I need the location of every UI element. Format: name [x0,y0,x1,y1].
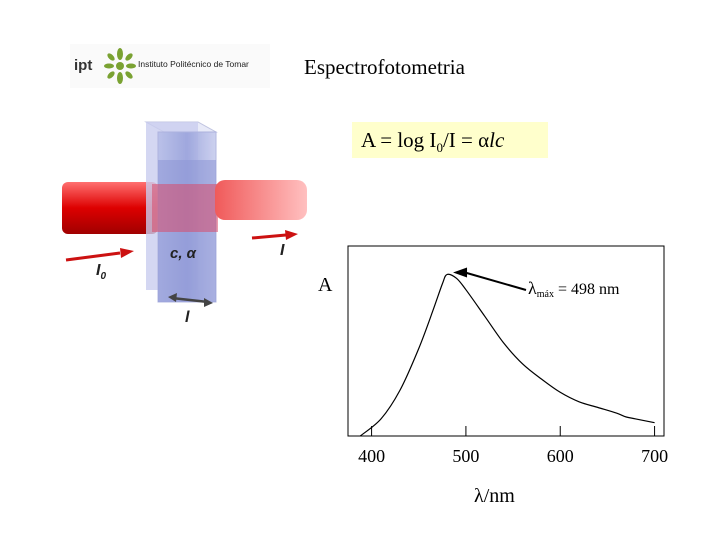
spectrum-line [360,274,654,436]
x-axis-label: λ/nm [474,485,515,507]
transmitted-intensity-label: I [280,242,285,259]
lambda-max-annotation [528,278,620,300]
formula-alpha: α [478,128,490,152]
lambda-max-subscript: máx [536,289,554,300]
incident-intensity-subscript: 0 [100,271,107,282]
x-tick-label: 400 [358,446,386,466]
lambda-max-symbol: λ [528,278,537,298]
formula-subscript: 0 [436,140,443,156]
y-axis-label: A [318,274,333,296]
formula-tail: lc [489,128,505,152]
path-length-label: l [185,309,190,326]
lambda-max-arrowhead [453,268,467,278]
plot-frame [348,246,664,436]
lambda-max-value: = 498 nm [553,281,620,298]
lambda-max-arrow [465,273,526,291]
x-tick-label: 700 [641,446,669,466]
logo-abbrev: ipt [74,57,93,74]
slide-title: Espectrofotometria [304,55,465,79]
x-tick-label: 600 [546,446,574,466]
formula-lhs: A = log I [361,128,437,152]
logo-institution-name: Instituto Politécnico de Tomar [138,59,249,69]
x-tick-label: 500 [452,446,480,466]
incident-intensity-symbol: I [96,262,101,279]
concentration-label: c, α [170,245,196,262]
formula-mid: /I = [442,128,479,152]
